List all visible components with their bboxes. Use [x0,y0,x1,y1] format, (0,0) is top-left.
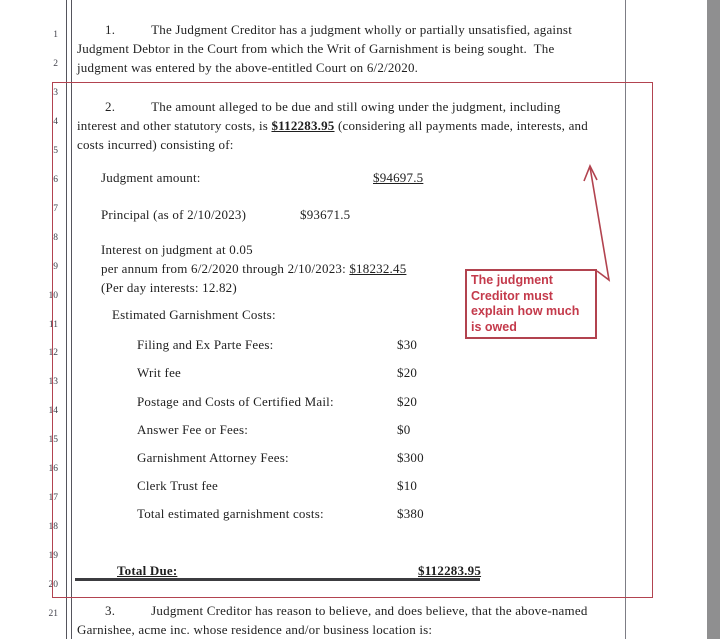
costs-heading: Estimated Garnishment Costs: [112,307,276,322]
principal-value: $93671.5 [300,207,351,222]
paragraph-3-number: 3. [105,603,116,618]
total-due-label: Total Due: [117,563,178,578]
line-number: 9 [53,261,58,272]
paragraph-2-line-1: 2. The amount alleged to be due and still owing under the judgment, including [105,99,561,114]
line-number: 12 [48,348,58,359]
annotation-line: explain how much [471,304,580,318]
principal-label: Principal (as of 2/10/2023) [101,207,247,222]
interest-value: $18232.45 [349,261,407,276]
line-number: 11 [48,319,58,330]
paragraph-1-line-3: judgment was entered by the above-entitled Court on 6/2/2020. [77,60,419,75]
annotation-line: Creditor must [471,288,553,303]
line-number: 16 [48,464,58,475]
line-number: 1 [53,30,58,40]
paragraph-2-line-2: interest and other statutory costs, is $112283.95 (considering all payments made, interests, and [77,118,588,133]
cost-item-value: $30 [397,337,418,352]
paragraph-2-line-3: costs incurred) consisting of: [77,137,234,152]
paragraph-3-line-2: Garnishee, acme inc. whose residence and/or business location is: [77,622,433,637]
cost-item-label: Garnishment Attorney Fees: [137,450,289,465]
paragraph-1-number: 1. [105,22,116,37]
annotation-line: The judgment [471,273,553,287]
judgment-amount-value: $94697.5 [373,170,424,185]
line-number: 17 [48,493,58,504]
pleading-rule-left-outer [66,0,67,639]
line-number: 8 [53,232,58,243]
interest-line-1: Interest on judgment at 0.05 [101,242,253,257]
cost-item-label: Total estimated garnishment costs: [137,506,324,521]
line-number: 10 [48,290,58,301]
cost-item-value: $0 [397,422,411,437]
line-number: 18 [48,522,58,533]
line-number: 3 [53,87,58,98]
annotation-line: is owed [471,319,517,334]
line-number: 2 [53,58,58,69]
paragraph-1-line-2: Judgment Debtor in the Court from which the Writ of Garnishment is being sought. The [77,41,555,56]
line-number: 15 [48,435,58,446]
judgment-amount-label: Judgment amount: [101,170,201,185]
line-number: 20 [48,580,58,591]
paragraph-1-line-1: 1. The Judgment Creditor has a judgment wholly or partially unsatisfied, against [105,22,572,37]
cost-item-value: $10 [397,478,418,493]
line-number: 6 [53,174,58,185]
window-edge-strip [707,0,720,639]
cost-item-value: $300 [397,450,424,465]
line-number: 13 [48,377,58,388]
cost-item-label: Filing and Ex Parte Fees: [137,337,274,352]
total-due-rule [75,578,480,581]
pleading-rule-left-inner [71,0,72,639]
line-number: 4 [53,116,58,127]
cost-item-value: $380 [397,506,424,521]
line-number: 7 [53,203,58,214]
line-number: 21 [48,609,58,619]
total-amount-inline: $112283.95 [271,118,335,133]
cost-item-label: Postage and Costs of Certified Mail: [137,394,334,409]
cost-item-label: Writ fee [137,365,182,380]
line-number: 14 [48,406,58,417]
cost-item-value: $20 [397,365,418,380]
annotation-callout [465,269,597,339]
cost-item-label: Answer Fee or Fees: [137,422,249,437]
paragraph-2-number: 2. [105,99,116,114]
line-number: 5 [53,145,58,156]
cost-item-label: Clerk Trust fee [137,478,218,493]
line-number: 19 [48,551,58,562]
cost-item-value: $20 [397,394,418,409]
pleading-rule-right [625,0,626,639]
interest-line-3: (Per day interests: 12.82) [101,280,237,295]
paragraph-3-line-1: 3. Judgment Creditor has reason to believe, and does believe, that the above-named [105,603,588,618]
total-due-value: $112283.95 [418,563,482,578]
interest-line-2: per annum from 6/2/2020 through 2/10/2023: $18232.45 [101,261,407,276]
